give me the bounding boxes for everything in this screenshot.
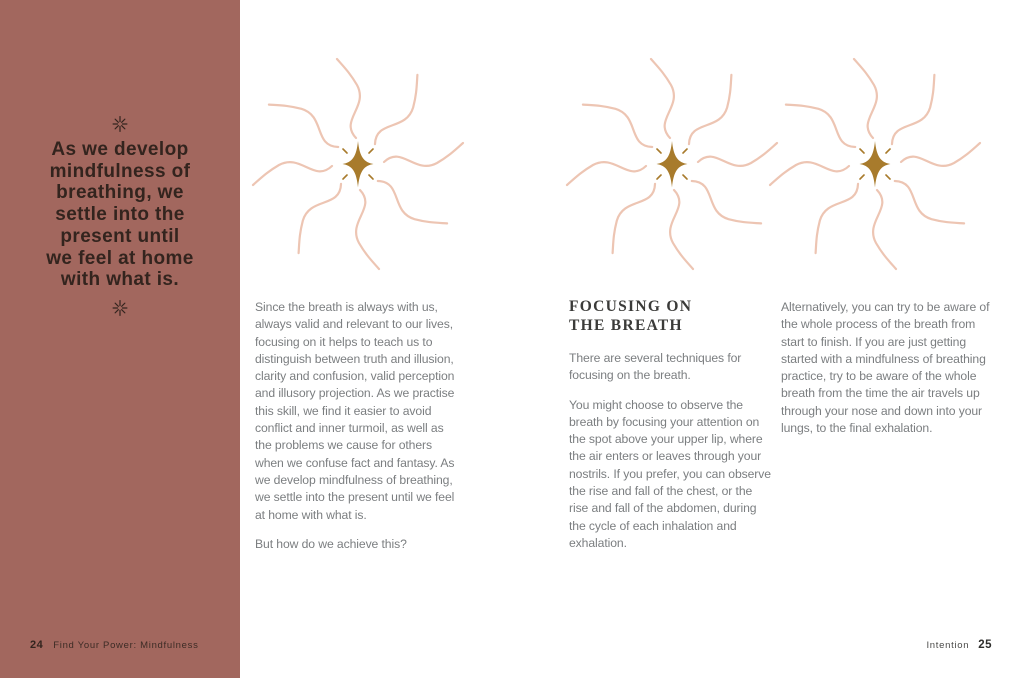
quote-line: breathing, we <box>56 182 184 204</box>
pull-quote <box>0 116 240 316</box>
quote-line: with what is. <box>60 269 180 291</box>
asterisk-star-icon <box>112 116 128 132</box>
right-page-footer <box>926 639 992 651</box>
body-paragraph: You might choose to observe the breath by focusing your attention on the spot above your upper lip, where the air enters or leaves through your nostrils. If you prefer, you can observe the rise and fall of the chest, or the rise and fall of the abdomen, during the cycle of each inhalation and exhalation. <box>569 397 771 550</box>
right-page-number: 25 <box>978 639 992 651</box>
body-paragraph: Alternatively, you can try to be aware of the whole process of the breath from start to finish. If you are just getting started with a mindfulness of breathing practice, try to be aware of the whole breath from the time the air travels up through your nose and down into your lungs, to the final exhalation. <box>781 300 990 436</box>
body-paragraph: Since the breath is always with us, always valid and relevant to our lives, focusing on it helps to teach us to distinguish between truth and illusion, clarity and confusion, valid perception and illusory projection. As we practise this skill, we find it easier to avoid conflict and inner turmoil, as well as the problems we cause for others when we confuse fact and fantasy. As we develop mindfulness of breathing, we settle into the present until we feel at home with what is. <box>255 300 455 522</box>
quote-line: As we develop <box>51 139 189 160</box>
body-paragraph: But how do we achieve this? <box>255 536 407 551</box>
quote-line: we feel at home <box>46 247 194 269</box>
breath-swirl-illustration <box>557 49 787 279</box>
body-paragraph: There are several techniques for focusing on the breath. <box>569 351 742 383</box>
right-footer-label: Intention <box>926 640 970 651</box>
heading-line: THE BREATH <box>569 317 683 334</box>
quote-line: mindfulness of <box>49 160 191 182</box>
asterisk-star-icon <box>112 300 128 316</box>
quote-line: present until <box>60 225 180 247</box>
section-heading <box>569 297 773 335</box>
heading-line: FOCUSING ON <box>569 298 693 315</box>
left-footer-label: Find Your Power: Mindfulness <box>53 640 199 651</box>
left-page-sidebar <box>0 0 240 678</box>
left-page-number: 24 <box>30 639 44 651</box>
quote-line: settle into the <box>55 204 185 226</box>
breath-swirl-illustration <box>243 49 473 279</box>
pull-quote-text <box>0 139 240 291</box>
left-page-footer <box>30 639 199 651</box>
text-column-1 <box>255 299 461 565</box>
text-column-2 <box>569 297 773 564</box>
text-column-3 <box>781 299 993 449</box>
breath-swirl-illustration <box>760 49 990 279</box>
